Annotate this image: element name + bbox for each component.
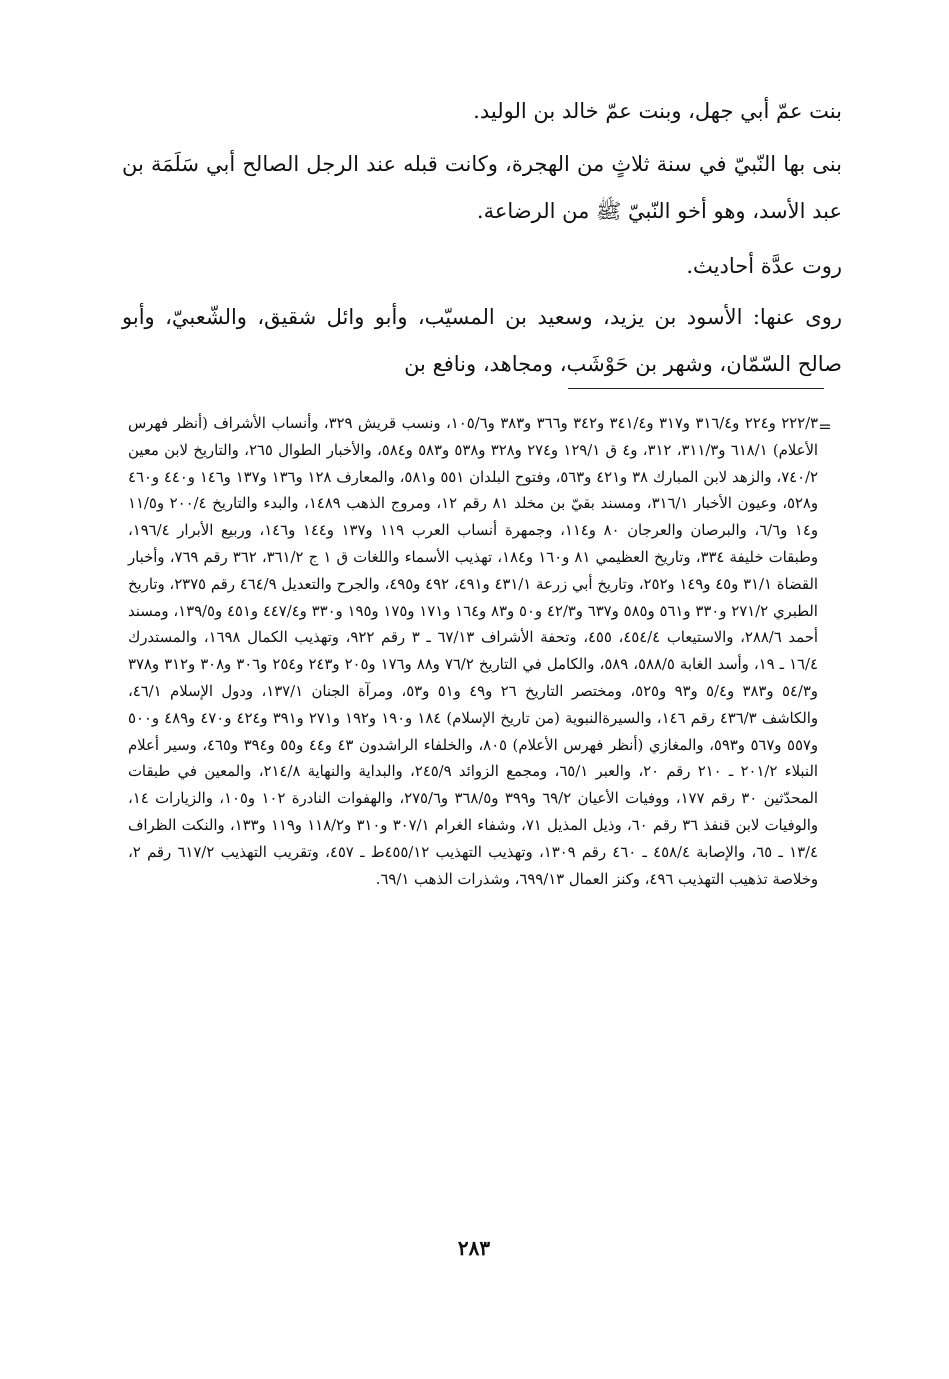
body-paragraph-2: بنى بها النّبيّ في سنة ثلاثٍ من الهجرة، وكانت قبله عند الرجل الصالح أبي سَلَمَة بن عبد الأسد، وهو أخو النّبيّ ﷺ من الرضاعة. <box>122 152 842 223</box>
body-paragraph-3: روت عدَّة أحاديث. <box>686 254 842 278</box>
footnote-block <box>128 411 818 893</box>
page-number: ٢٨٣ <box>457 1236 491 1260</box>
footnote-continuation-marker: = <box>818 417 832 436</box>
footnote-text: ٢٢٢/٣ و٢٢٤ و٣١٦/٤ و٣١٧ و٣٤١/٤ و٣٤٢ و٣٦٦ و٣٨٣ و١٠٥/٦، ونسب قريش ٣٢٩، وأنساب الأشراف (أنظر فهرس الأعلام) ٦١٨/١ و٣١١/٣، ٣١٢، و٤ ق ١٢٩/١ و٢٧٤ و٣٢٨ و٥٣٨ و٥٨٣ و٥٨٤، والأخبار الطوال ٢٦٥، والتاريخ لابن معين ٧٤٠/٢، والزهد لابن المبارك ٣٨ و٤٢١ و٥٦٣، وفتوح البلدان ٥٥١ و٥٨١، والمعارف ١٢٨ و١٣٦ و١٣٧ و١٤٦ و٤٤٠ و٤٦٠ و٥٢٨، وعيون الأخبار ٣١٦/١، ومسند بقيّ بن مخلد ٨١ رقم ١٢، ومروج الذهب ١٤٨٩، والبدء والتاريخ ٢٠٠/٤ و١١/٥ و١٤ و٦/٦، والبرصان والعرجان ٨٠ و١١٤، وجمهرة أنساب العرب ١١٩ و١٣٧ و١٤٤ و١٤٦، وربيع الأبرار ١٩٦/٤، وطبقات خليفة ٣٣٤، وتاريخ العظيمي ٨١ و١٦٠ و١٨٤، تهذيب الأسماء واللغات ق ١ ج ٣٦١/٢، ٣٦٢ رقم ٧٦٩، وأخبار القضاة ٣١/١ و٤٥ و١٤٩ و٢٥٢، وتاريخ أبي زرعة ٤٣١/١ و٤٩١، ٤٩٢ و٤٩٥، والجرح والتعديل ٤٦٤/٩ رقم ٢٣٧٥، وتاريخ الطبري ٢٧١/٢ و٣٣٠ و٥٦١ و٥٨٥ و٦٣٧ و٤٢/٣ و٥٠ و٨٣ و١٦٤ و١٧١ و١٧٥ و١٩٥ و٣٣٠ و٤٤٧/٤ و٤٥١ و١٣٩/٥، ومسند أحمد ٢٨٨/٦، والاستيعاب ٤٥٤/٤، ٤٥٥، وتحفة الأشراف ٦٧/١٣ ـ ٣ رقم ٩٢٢، وتهذيب الكمال ١٦٩٨، والمستدرك ١٦/٤ ـ ١٩، وأسد الغابة ٥٨٨/٥، ٥٨٩، والكامل في التاريخ ٧٦/٢ و٨٨ و١٧٦ و٢٠٥ و٢٤٣ و٢٥٤ و٣٠٦ و٣٠٨ و٣١٢ و٣٧٨ و٥٤/٣ و٣٨٣ و٥/٤ و٩٣ و٥٢٥، ومختصر التاريخ ٢٦ و٤٩ و٥١ و٥٣، ومرآة الجنان ١٣٧/١، ودول الإسلام ٤٦/١، والكاشف ٤٣٦/٣ رقم ١٤٦، والسيرةالنبوية (من تاريخ الإسلام) ١٨٤ و١٩٠ و١٩٢ و٢٧١ و٣٩١ و٤٢٤ و٤٧٠ و٤٨٩ و٥٠٠ و٥٥٧ و٥٦٧ و٥٩٣، والمغازي (أنظر فهرس الأعلام) ٨٠٥، والخلفاء الراشدون ٤٣ و٤٤ و٥٥ و٣٩٤ و٤٦٥، وسير أعلام النبلاء ٢٠١/٢ ـ ٢١٠ رقم ٢٠، والعبر ٦٥/١، ومجمع الزوائد ٢٤٥/٩، والبداية والنهاية ٢١٤/٨، والمعين في طبقات المحدّثين ٣٠ رقم ١٧٧، ووفيات الأعيان ٦٩/٢ و٣٩٩ و٣٦٨/٥ و٢٧٥/٦، والهفوات النادرة ١٠٢ و١٠٥، والزيارات ١٤، والوفيات لابن قنفذ ٣٦ رقم ٦٠، وذيل المذيل ٧١، وشفاء الغرام ٣٠٧/١ و٣١٠ و١١٨/٢ و١١٩ و١٣٣، والنكت الظراف ١٣/٤ ـ ٦٥، والإصابة ٤٥٨/٤ ـ ٤٦٠ رقم ١٣٠٩، وتهذيب التهذيب ٤٥٥/١٢ط ـ ٤٥٧، وتقريب التهذيب ٦١٧/٢ رقم ٢، وخلاصة تذهيب التهذيب ٤٩٦، وكنز العمال ٦٩٩/١٣، وشذرات الذهب ٦٩/١. <box>128 415 819 888</box>
body-paragraph-1: بنت عمّ أبي جهل، وبنت عمّ خالد بن الوليد. <box>473 99 842 123</box>
footnote-divider <box>568 388 824 389</box>
main-text-block <box>122 88 842 388</box>
body-paragraph-4: روى عنها: الأسود بن يزيد، وسعيد بن المسيّب، وأبو وائل شقيق، والشّعبيّ، وأبو صالح السّمّان، وشهر بن حَوْشَب، ومجاهد، ونافع بن <box>122 305 842 376</box>
